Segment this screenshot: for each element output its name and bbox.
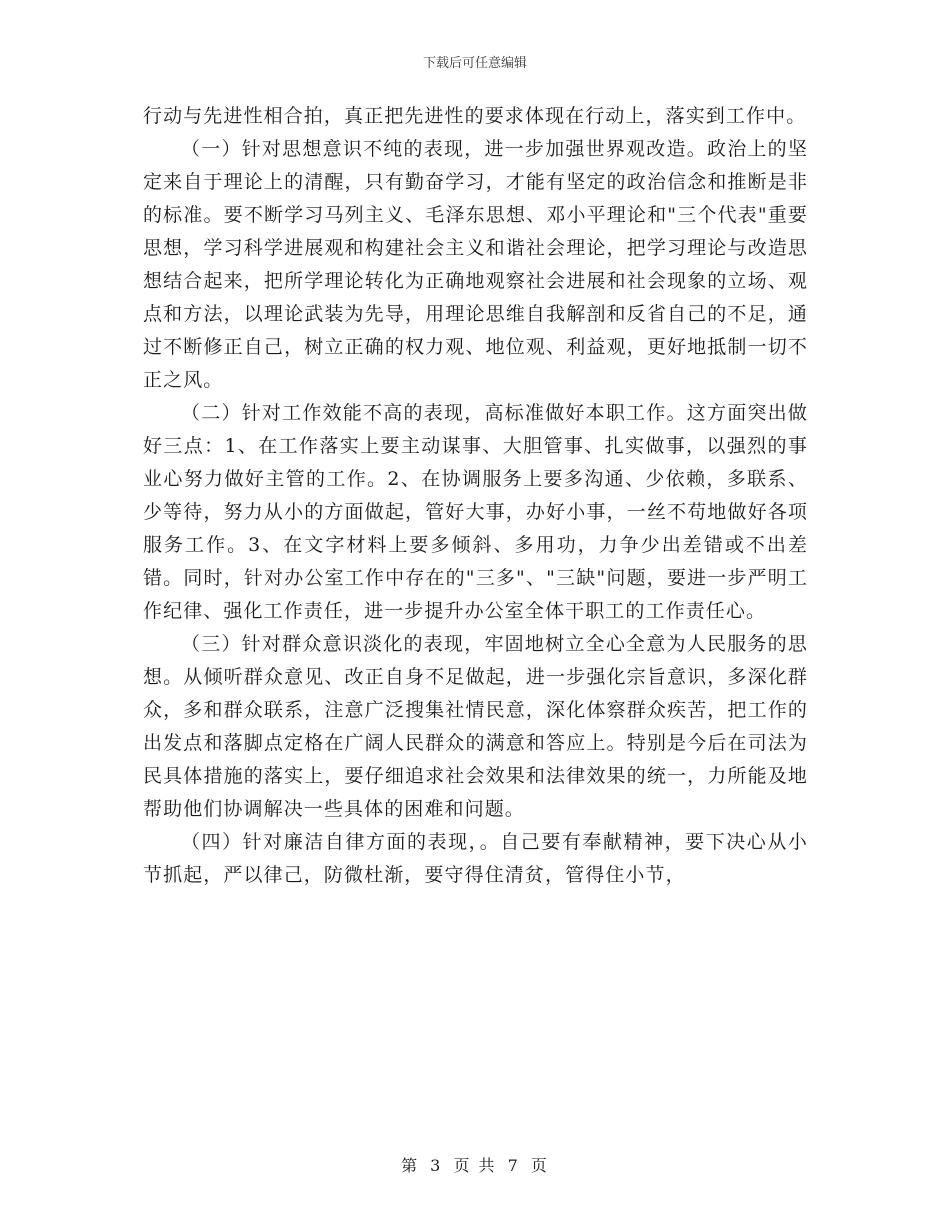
paragraph-section-2: （二）针对工作效能不高的表现，高标准做好本职工作。这方面突出做好三点：1、在工作落实上要主动谋事、大胆管事、扎实做事，以强烈的事业心努力做好主管的工作。2、在协调服务上要多沟通、少依赖，多联系、少等待，努力从小的方面做起，管好大事，办好小事，一丝不苟地做好各项服务工作。3、在文字材料上要多倾斜、多用功，力争少出差错或不出差错。同时，针对办公室工作中存在的"三多"、"三缺"问题，要进一步严明工作纪律、强化工作责任，进一步提升办公室全体干职工的工作责任心。: [143, 402, 808, 622]
footer-middle: 页 共: [453, 1156, 497, 1175]
paragraph-section-3: （三）针对群众意识淡化的表现，牢固地树立全心全意为人民服务的思想。从倾听群众意见、改正自身不足做起，进一步强化宗旨意识，多深化群众，多和群众联系，注意广泛搜集社情民意，深化体察群众疾苦，把工作的出发点和落脚点定格在广阔人民群众的满意和答应上。特别是今后在司法为民具体措施的落实上，要仔细追求社会效果和法律效果的统一，力所能及地帮助他们协调解决一些具体的困难和问题。: [143, 633, 808, 820]
current-page-number: 3: [430, 1156, 443, 1175]
paragraph-continuation: 行动与先进性相合拍，真正把先进性的要求体现在行动上，落实到工作中。: [143, 105, 807, 127]
paragraph-section-4: （四）针对廉洁自律方面的表现，。自己要有奉献精神，要下决心从小节抓起，严以律己，防微杜渐，要守得住清贫，管得住小节，: [143, 831, 808, 886]
footer-suffix: 页: [530, 1156, 549, 1175]
page-header: 下载后可任意编辑: [422, 56, 527, 71]
document-body: [143, 100, 808, 892]
total-pages-number: 7: [507, 1156, 520, 1175]
paragraph-section-1: （一）针对思想意识不纯的表现，进一步加强世界观改造。政治上的坚定来自于理论上的清醒，只有勤奋学习，才能有坚定的政治信念和推断是非的标准。要不断学习马列主义、毛泽东思想、邓小平理论和"三个代表"重要思想，学习科学进展观和构建社会主义和谐社会理论，把学习理论与改造思想结合起来，把所学理论转化为正确地观察社会进展和社会现象的立场、观点和方法，以理论武装为先导，用理论思维自我解剖和反省自己的不足，通过不断修正自己，树立正确的权力观、地位观、利益观，更好地抵制一切不正之风。: [143, 138, 808, 391]
footer-prefix: 第: [401, 1156, 420, 1175]
page-footer: [0, 1153, 950, 1176]
